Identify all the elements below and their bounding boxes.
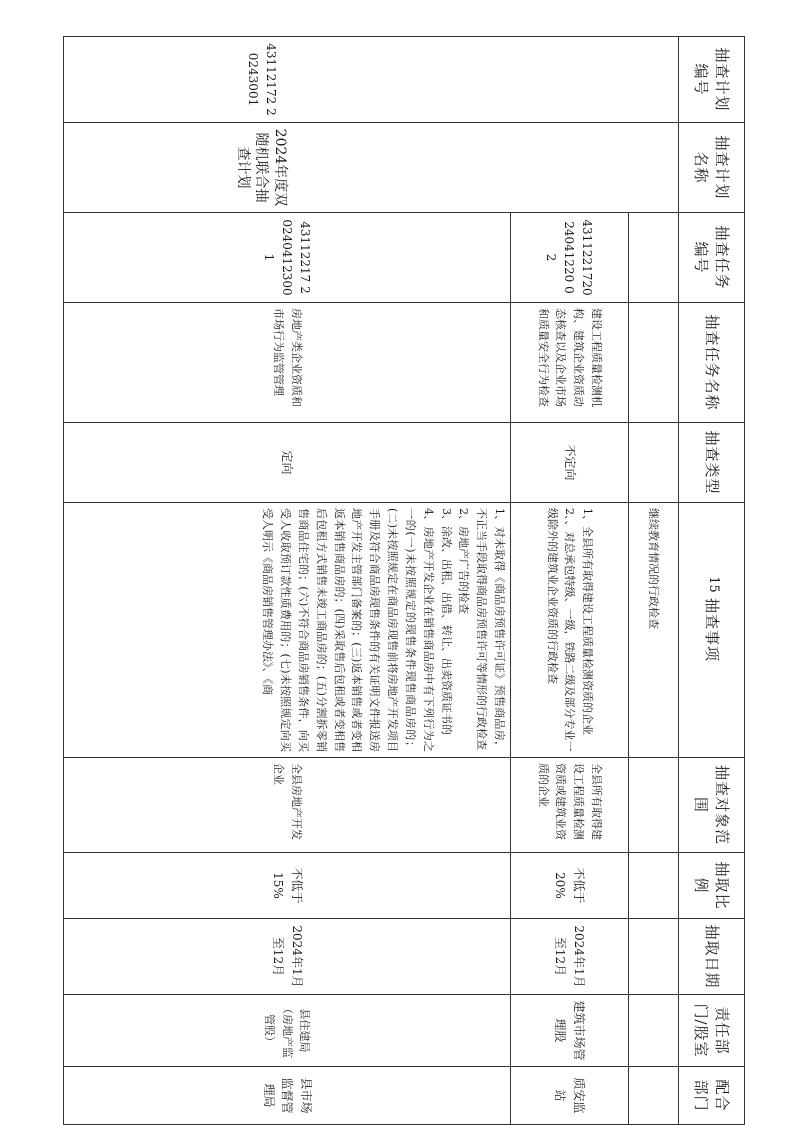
row2-task-code: 431122172024041220 02 (511, 213, 629, 303)
header-plan-code: 抽查计划编号 (679, 37, 745, 123)
cell-empty (629, 758, 679, 853)
row2-partner: 质安监站 (511, 1067, 629, 1125)
row3-ratio: 不低于15% (64, 853, 511, 919)
row3-item: 4、房地产开发企业在销售商品房中有下列行为之一的(一)未按照规定的现售条件现售商品房的；(二)未按照规定在商品房现售前将房地产开发项目手册及符合商品房现售条件的有关证明文件报送房地产开发主管部门备案的；(三)返本销售或者变相返本销售商品房的；(四)采取售后包租或者变相售后包租方式销售未竣工商品房的；(五)分割拆零销售商品住宅的；(六)不符合商品房销售条件，向买受人收取预订款性质费用的；(七)未按照规定向买受人明示《商品房销售管理办法》、《商 (261, 508, 435, 752)
plan-name-cell (64, 123, 679, 213)
row2-type: 不定向 (511, 423, 629, 503)
row3-task-code: 43112217 202404123001 (64, 213, 511, 303)
row2-item: 1、全县所有取得建设工程质量检测资质的企业 (580, 508, 594, 735)
plan-name: 2024年度双随机联合抽查计划 (235, 128, 288, 207)
row3-item: 2、房地产广告的检查 (457, 508, 471, 614)
header-date: 抽取日期 (679, 919, 745, 995)
row2-date: 2024年1月至12月 (511, 919, 629, 995)
cell-empty (629, 303, 679, 423)
header-items: 抽查事项 (679, 503, 745, 758)
row2-ratio: 不低于20% (511, 853, 629, 919)
row3-task-name: 房地产类企业资质和市场行为监管管理 (64, 303, 511, 423)
row2-scope: 全县所有取得建设工程质量检测资质或建筑业资质的企业 (511, 758, 629, 853)
row3-dept: 县住建局（房地产监管股） (64, 995, 511, 1067)
row3-date: 2024年1月至12月 (64, 919, 511, 995)
header-type: 抽查类型 (679, 423, 745, 503)
row3-items (64, 503, 511, 758)
row3-item: 3、涂改、出租、出借、转让、出卖资质证书的 (439, 508, 453, 735)
row2-dept: 建筑市场管理股 (511, 995, 629, 1067)
row2-task-name: 建设工程质量检测机构、建筑企业资质动态核查以及企业市场和质量安全行为检查 (511, 303, 629, 423)
header-task-code: 抽查任务编号 (679, 213, 745, 303)
rotated-page (64, 36, 745, 1114)
header-scope: 抽查对象范围 (679, 758, 745, 853)
row3-type: 定向 (64, 423, 511, 503)
cell-empty (629, 853, 679, 919)
inspection-plan-table (63, 36, 745, 1125)
row2-items (511, 503, 629, 758)
header-plan-name: 抽查计划名称 (679, 123, 745, 213)
cell-empty (629, 213, 679, 303)
row2-item: 2、、对总承包特级、一级，铁路二级及部分专业一级除外的建筑业企业资质的行政检查 (545, 508, 577, 752)
plan-code-cell (64, 37, 679, 123)
row1-items: 继续教育情况的行政检查 (629, 503, 679, 758)
table-row (629, 37, 679, 1125)
cell-empty (629, 1067, 679, 1125)
header-dept: 责任部门/股室 (679, 995, 745, 1067)
header-partner: 配合部门 (679, 1067, 745, 1125)
cell-empty (629, 423, 679, 503)
header-ratio: 抽取比例 (679, 853, 745, 919)
row3-item: 1、对未取得《商品房预售许可证》预售商品房，不正当手段取得商品房预售许可等情形的行政检查 (475, 508, 506, 752)
header-task-name: 抽查任务名称 (679, 303, 745, 423)
cell-empty (629, 919, 679, 995)
row3-partner: 县市场监督管理局 (64, 1067, 511, 1125)
row3-scope: 全县房地产开发企业 (64, 758, 511, 853)
plan-code: 43112172 20243001 (246, 43, 278, 116)
page-number: 15 (705, 576, 721, 593)
cell-empty (629, 995, 679, 1067)
